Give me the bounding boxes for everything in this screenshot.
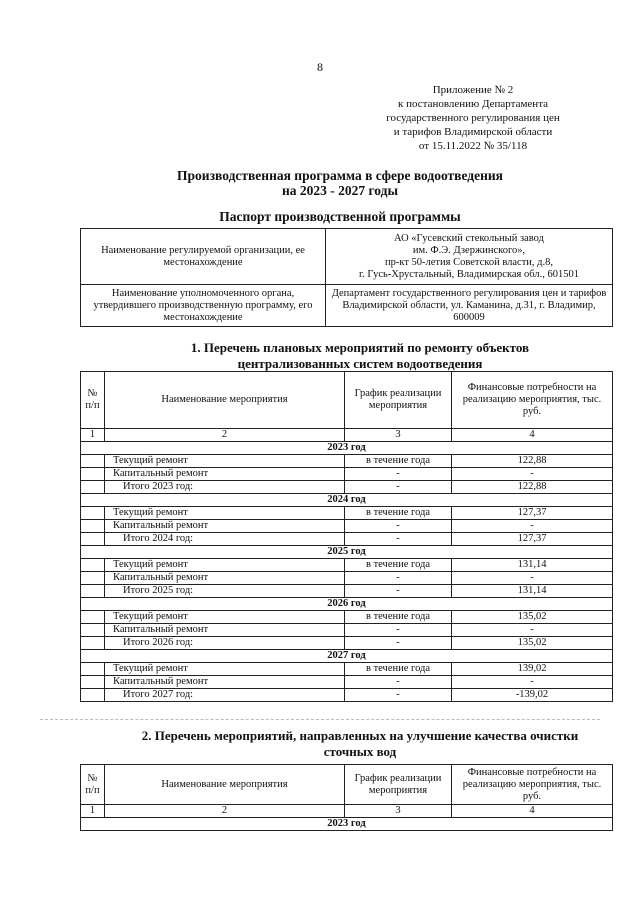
row-num <box>81 520 105 533</box>
measure-value: 139,02 <box>452 663 613 676</box>
measure-value: 127,37 <box>452 507 613 520</box>
measure-value: 127,37 <box>452 533 613 546</box>
measure-schedule: - <box>345 585 452 598</box>
org-value-line: АО «Гусевский стекольный завод <box>394 232 544 244</box>
table-row <box>81 663 613 676</box>
measure-schedule: - <box>345 689 452 702</box>
measure-schedule: - <box>345 637 452 650</box>
measure-schedule: - <box>345 676 452 689</box>
appendix-line: от 15.11.2022 № 35/118 <box>418 140 528 152</box>
row-num <box>81 637 105 650</box>
col-number: 2 <box>105 429 345 442</box>
row-num <box>81 507 105 520</box>
measure-name: Итого 2024 год: <box>105 533 345 546</box>
measure-value: 131,14 <box>452 559 613 572</box>
measure-schedule: - <box>345 468 452 481</box>
table-row <box>81 481 613 494</box>
measure-value: 131,14 <box>452 585 613 598</box>
measure-value: -139,02 <box>452 689 613 702</box>
table-row <box>81 559 613 572</box>
row-num <box>81 455 105 468</box>
table-row <box>81 637 613 650</box>
measure-schedule: - <box>345 624 452 637</box>
header-num: № п/п <box>81 765 105 805</box>
measure-value: 122,88 <box>452 481 613 494</box>
section2-subtitle: сточных вод <box>323 744 397 759</box>
table-row <box>81 520 613 533</box>
col-number: 1 <box>81 805 105 818</box>
section1-subtitle: централизованных систем водоотведения <box>237 356 483 371</box>
measure-schedule: - <box>345 572 452 585</box>
row-num <box>81 585 105 598</box>
row-num <box>81 468 105 481</box>
table-row <box>81 572 613 585</box>
table-row <box>81 533 613 546</box>
scan-artifact-line <box>40 719 600 720</box>
authority-label: Наименование уполномоченного органа, утвердившего производственную программу, его местонахождение <box>81 285 326 327</box>
repair-table <box>80 371 613 702</box>
measure-name: Капитальный ремонт <box>105 624 345 637</box>
org-value <box>326 229 613 285</box>
appendix-line: государственного регулирования цен <box>386 112 560 124</box>
measure-name: Капитальный ремонт <box>105 572 345 585</box>
measure-value: - <box>452 572 613 585</box>
header-name: Наименование мероприятия <box>105 765 345 805</box>
header-num: № п/п <box>81 372 105 429</box>
measure-name: Итого 2025 год: <box>105 585 345 598</box>
row-num <box>81 689 105 702</box>
passport-table <box>80 228 613 327</box>
measure-schedule: в течение года <box>345 611 452 624</box>
year-row: 2023 год <box>81 818 613 831</box>
row-num <box>81 611 105 624</box>
row-num <box>81 676 105 689</box>
measure-value: - <box>452 624 613 637</box>
table-row <box>81 585 613 598</box>
measure-name: Текущий ремонт <box>105 507 345 520</box>
quality-table <box>80 764 613 831</box>
measure-value: - <box>452 676 613 689</box>
measure-name: Текущий ремонт <box>105 455 345 468</box>
authority-value: Департамент государственного регулирования цен и тарифов Владимирской области, ул. Каманина, д.31, г. Владимир, 600009 <box>326 285 613 327</box>
year-row: 2026 год <box>81 598 613 611</box>
year-row: 2025 год <box>81 546 613 559</box>
row-num <box>81 663 105 676</box>
org-value-line: г. Гусь-Хрустальный, Владимирская обл., 601501 <box>359 268 579 280</box>
row-num <box>81 572 105 585</box>
header-finance: Финансовые потребности на реализацию мероприятия, тыс. руб. <box>452 765 613 805</box>
col-number: 1 <box>81 429 105 442</box>
measure-name: Итого 2023 год: <box>105 481 345 494</box>
appendix-line: Приложение № 2 <box>432 84 514 96</box>
header-schedule: График реализации мероприятия <box>345 372 452 429</box>
table-row <box>81 689 613 702</box>
row-num <box>81 559 105 572</box>
measure-value: 122,88 <box>452 455 613 468</box>
measure-schedule: - <box>345 520 452 533</box>
measure-name: Текущий ремонт <box>105 663 345 676</box>
measure-schedule: - <box>345 481 452 494</box>
measure-name: Итого 2027 год: <box>105 689 345 702</box>
measure-value: 135,02 <box>452 637 613 650</box>
header-name: Наименование мероприятия <box>105 372 345 429</box>
measure-value: 135,02 <box>452 611 613 624</box>
measure-value: - <box>452 468 613 481</box>
appendix-line: и тарифов Владимирской области <box>393 126 553 138</box>
measure-name: Капитальный ремонт <box>105 468 345 481</box>
measure-schedule: в течение года <box>345 455 452 468</box>
measure-schedule: - <box>345 533 452 546</box>
col-number: 4 <box>452 805 613 818</box>
document-title-years: на 2023 - 2027 годы <box>281 183 399 198</box>
measure-name: Текущий ремонт <box>105 611 345 624</box>
section1-title: 1. Перечень плановых мероприятий по ремонту объектов <box>190 340 530 355</box>
table-row <box>81 507 613 520</box>
header-schedule: График реализации мероприятия <box>345 765 452 805</box>
col-number: 3 <box>345 805 452 818</box>
measure-name: Капитальный ремонт <box>105 676 345 689</box>
row-num <box>81 624 105 637</box>
page-number: 8 <box>317 60 323 74</box>
col-number: 4 <box>452 429 613 442</box>
measure-schedule: в течение года <box>345 507 452 520</box>
org-value-line: пр-кт 50-летия Советской власти, д.8, <box>384 256 554 268</box>
col-number: 3 <box>345 429 452 442</box>
measure-name: Капитальный ремонт <box>105 520 345 533</box>
appendix-block <box>368 83 578 153</box>
table-row <box>81 676 613 689</box>
org-value-line: им. Ф.Э. Дзержинского», <box>412 244 526 256</box>
year-row: 2027 год <box>81 650 613 663</box>
year-row: 2024 год <box>81 494 613 507</box>
col-number: 2 <box>105 805 345 818</box>
section2-title: 2. Перечень мероприятий, направленных на улучшение качества очистки <box>141 728 579 743</box>
measure-schedule: в течение года <box>345 559 452 572</box>
header-finance: Финансовые потребности на реализацию мероприятия, тыс. руб. <box>452 372 613 429</box>
table-row <box>81 611 613 624</box>
table-row <box>81 468 613 481</box>
measure-name: Текущий ремонт <box>105 559 345 572</box>
measure-value: - <box>452 520 613 533</box>
row-num <box>81 481 105 494</box>
row-num <box>81 533 105 546</box>
measure-schedule: в течение года <box>345 663 452 676</box>
document-title: Производственная программа в сфере водоотведения <box>177 168 503 183</box>
measure-name: Итого 2026 год: <box>105 637 345 650</box>
passport-title: Паспорт производственной программы <box>219 209 461 224</box>
appendix-line: к постановлению Департамента <box>397 98 549 110</box>
org-label: Наименование регулируемой организации, ее местонахождение <box>81 229 326 285</box>
year-row: 2023 год <box>81 442 613 455</box>
table-row <box>81 624 613 637</box>
table-row <box>81 455 613 468</box>
